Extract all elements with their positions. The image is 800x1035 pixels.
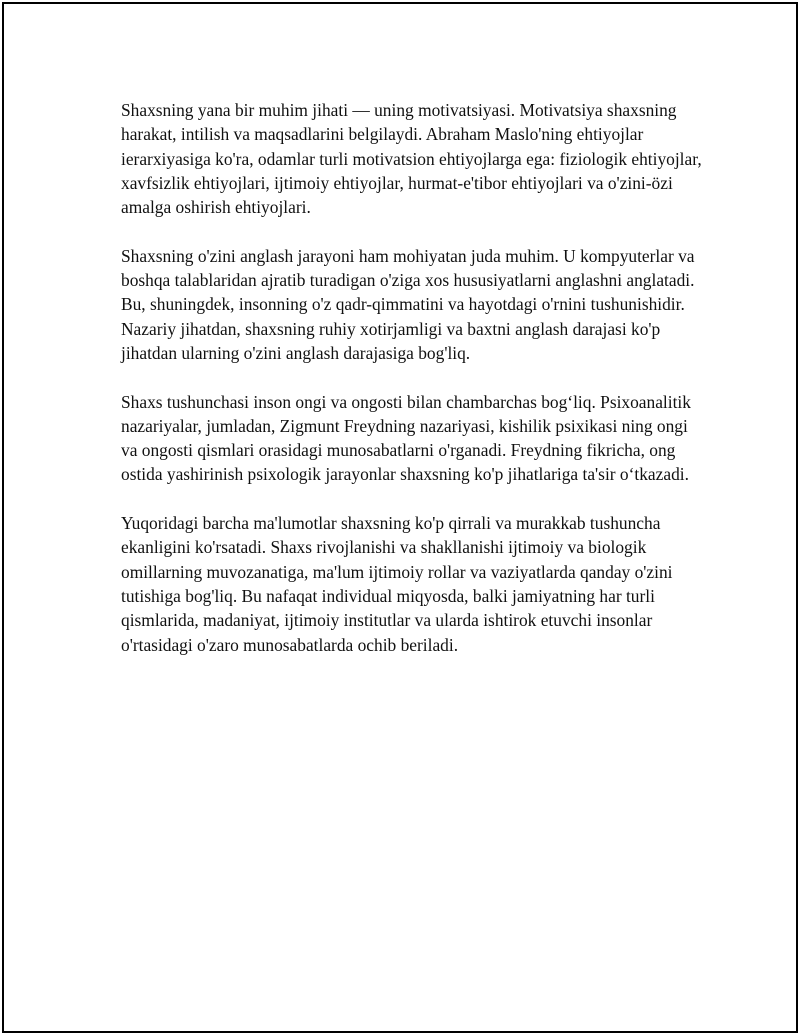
page-frame <box>2 2 798 1033</box>
document-body <box>121 98 706 681</box>
paragraph-consciousness: Shaxs tushunchasi inson ongi va ongosti bilan chambarchas bog‘liq. Psixoanalitik nazariyalar, jumladan, Zigmunt Freydning nazariyasi, kishilik psixikasi ning ongi va ongosti qismlari orasidagi munosabatlarni o'rganadi. Freydning fikricha, ong ostida yashirinish psixologik jarayonlar shaxsning ko'p jihatlariga ta'sir o‘tkazadi. <box>121 391 691 485</box>
paragraph-motivation: Shaxsning yana bir muhim jihati — uning motivatsiyasi. Motivatsiya shaxsning harakat, intilish va maqsadlarini belgilaydi. Abraham Maslo'ning ehtiyojlar ierarxiyasiga ko'ra, odamlar turli motivatsion ehtiyojlarga ega: fiziologik ehtiyojlar, xavfsizlik ehtiyojlari, ijtimoiy ehtiyojlar, hurmat-e'tibor ehtiyojlari va o'zini-özi amalga oshirish ehtiyojlari. <box>121 100 702 218</box>
paragraph-self-awareness: Shaxsning o'zini anglash jarayoni ham mohiyatan juda muhim. U kompyuterlar va boshqa talablaridan ajratib turadigan o'ziga xos hususiyatlarni anglashni anglatadi. Bu, shuningdek, insonning o'z qadr-qimmatini va hayotdagi o'rnini tushunishidir. Nazariy jihatdan, shaxsning ruhiy xotirjamligi va baxtni anglash darajasi ko'p jihatdan ularning o'zini anglash darajasiga bog'liq. <box>121 245 695 363</box>
paragraph-conclusion: Yuqoridagi barcha ma'lumotlar shaxsning ko'p qirrali va murakkab tushuncha ekanligini ko'rsatadi. Shaxs rivojlanishi va shakllanishi ijtimoiy va biologik omillarning muvozanatiga, ma'lum ijtimoiy rollar va vaziyatlarda qanday o'zini tutishiga bog'liq. Bu nafaqat individual miqyosda, balki jamiyatning har turli qismlarida, madaniyat, ijtimoiy institutlar va ularda ishtirok etuvchi insonlar o'rtasidagi o'zaro munosabatlarda ochib beriladi. <box>121 513 673 655</box>
